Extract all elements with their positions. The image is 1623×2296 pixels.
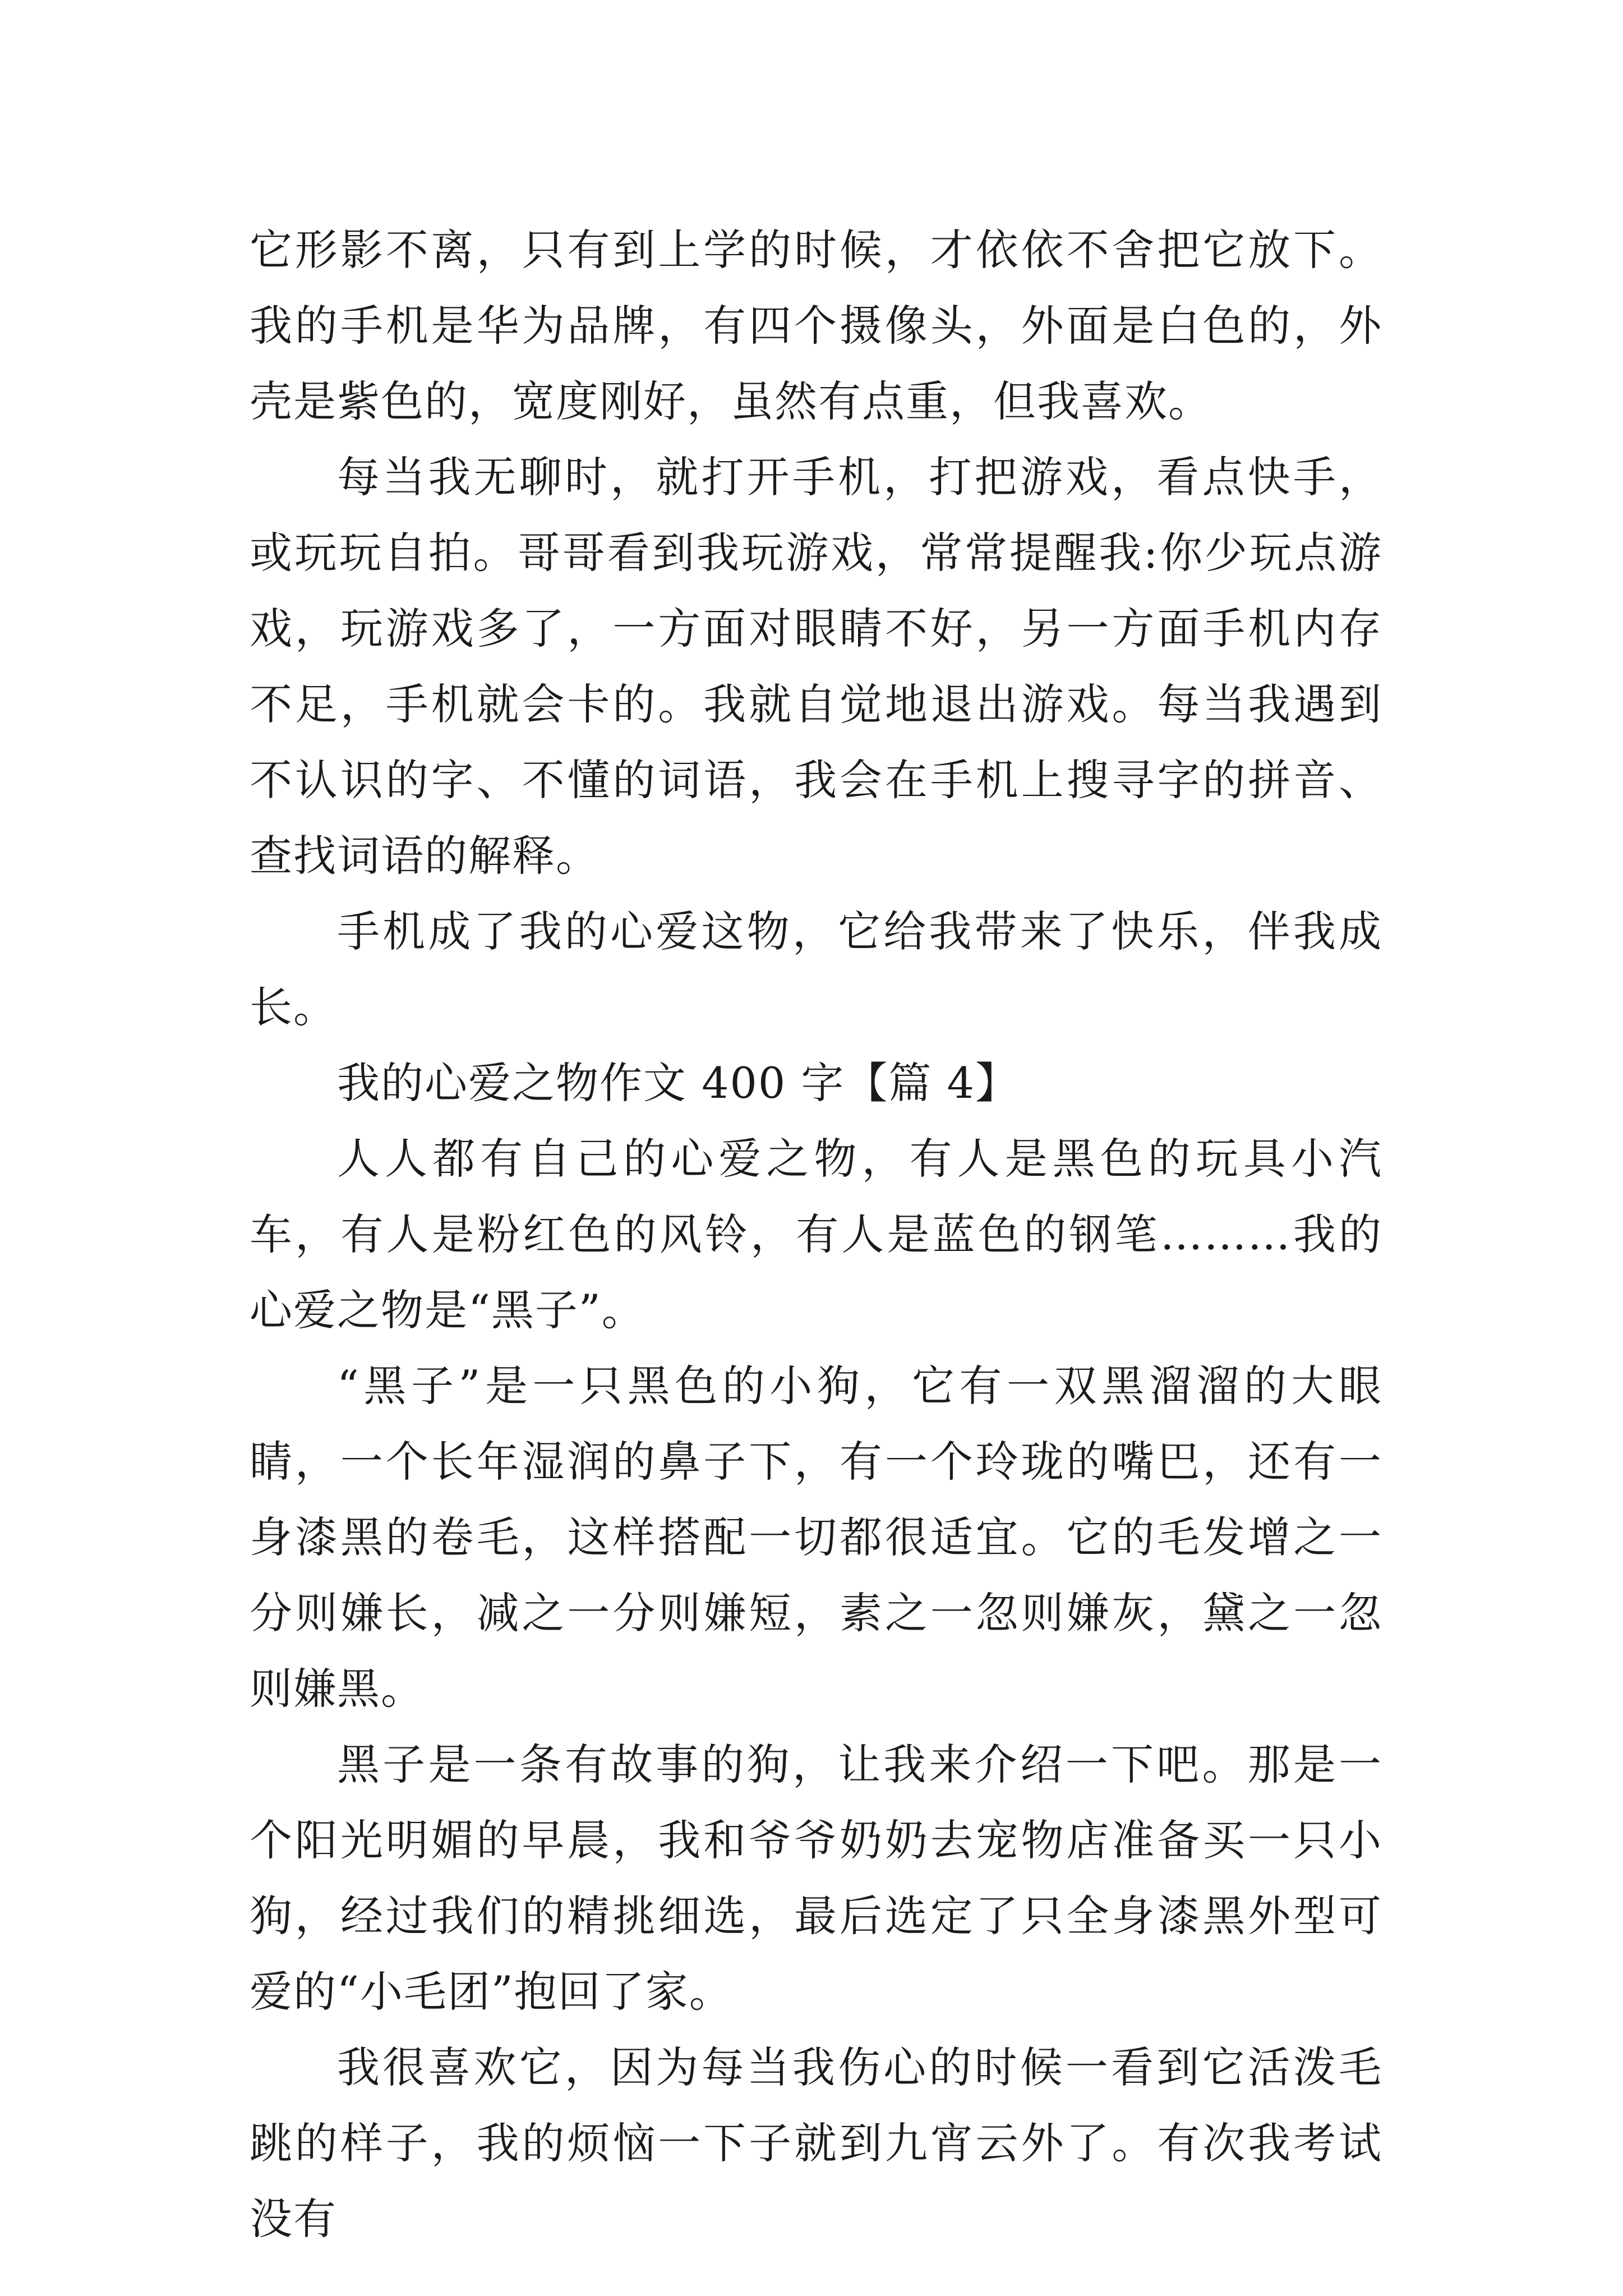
paragraph: 黑子是一条有故事的狗，让我来介绍一下吧。那是一个阳光明媚的早晨，我和爷爷奶奶去宠物店准备买一只小狗，经过我们的精挑细选，最后选定了只全身漆黑外型可爱的“小毛团”抱回了家。 [250, 1740, 1382, 2017]
paragraph: “黑子”是一只黑色的小狗，它有一双黑溜溜的大眼睛，一个长年湿润的鼻子下，有一个玲珑的嘴巴，还有一身漆黑的卷毛，这样搭配一切都很适宜。它的毛发增之一分则嫌长，减之一分则嫌短，素之一忽则嫌灰，黛之一忽则嫌黑。 [250, 1361, 1382, 1714]
section-heading: 我的心爱之物作文 400 字【篇 4】 [337, 1058, 1019, 1108]
paragraph: 我很喜欢它，因为每当我伤心的时候一看到它活泼毛跳的样子，我的烦恼一下子就到九宵云外了。有次我考试没有 [250, 2042, 1382, 2244]
paragraph: 人人都有自己的心爱之物，有人是黑色的玩具小汽车，有人是粉红色的风铃，有人是蓝色的钢笔………我的心爱之物是“黑子”。 [250, 1134, 1382, 1335]
paragraph: 手机成了我的心爱这物，它给我带来了快乐，伴我成长。 [250, 907, 1382, 1032]
paragraph: 每当我无聊时，就打开手机，打把游戏，看点快手，或玩玩自拍。哥哥看到我玩游戏，常常提醒我:你少玩点游戏，玩游戏多了，一方面对眼睛不好，另一方面手机内存不足，手机就会卡的。我就自觉地退出游戏。每当我遇到不认识的字、不懂的词语，我会在手机上搜寻字的拼音、查找词语的解释。 [250, 452, 1382, 881]
document-body [250, 212, 1382, 2257]
paragraph: 它形影不离，只有到上学的时候，才依依不舍把它放下。我的手机是华为品牌，有四个摄像头，外面是白色的，外壳是紫色的，宽度刚好，虽然有点重，但我喜欢。 [250, 225, 1382, 426]
